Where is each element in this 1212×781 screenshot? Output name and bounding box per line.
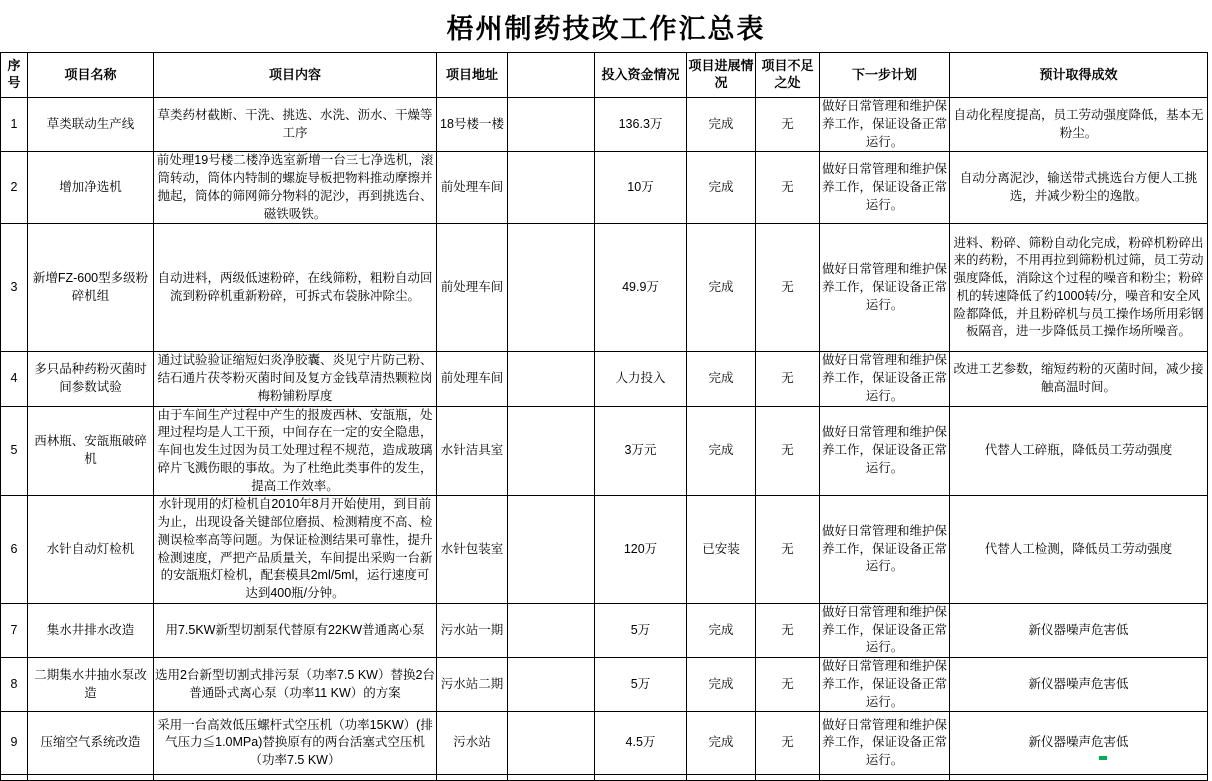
col-header-progress[interactable]: 项目进展情况 [687,53,756,98]
cell-address[interactable]: 18号楼一楼 [437,98,508,152]
cell-next-plan[interactable]: 做好日常管理和维护保养工作，保证设备正常运行。 [820,224,950,352]
table-row-partial [1,775,1208,781]
table-row [1,352,1208,406]
cell-spacer[interactable] [508,496,595,604]
cell-fund[interactable]: 5万 [595,603,687,657]
cell-name[interactable]: 草类联动生产线 [28,98,154,152]
cell-fund[interactable]: 人力投入 [595,352,687,406]
cell-no[interactable]: 4 [1,352,28,406]
col-header-expected[interactable]: 预计取得成效 [950,53,1208,98]
table-row [1,496,1208,604]
cell-address[interactable]: 污水站二期 [437,658,508,712]
col-header-address[interactable]: 项目地址 [437,53,508,98]
cell-no[interactable]: 2 [1,152,28,224]
cell-fund[interactable]: 49.9万 [595,224,687,352]
col-header-no[interactable]: 序号 [1,53,28,98]
col-header-next-plan[interactable]: 下一步计划 [820,53,950,98]
cell-spacer[interactable] [508,712,595,775]
cell-address[interactable]: 水针洁具室 [437,406,508,496]
cell-content[interactable]: 通过试验验证缩短妇炎净胶囊、炎见宁片防己粉、结石通片茯苓粉灭菌时间及复方金钱草清热颗粒岗梅粉铺粉厚度 [154,352,437,406]
cell-next-plan[interactable]: 做好日常管理和维护保养工作，保证设备正常运行。 [820,496,950,604]
cell-empty[interactable] [1,775,28,781]
cell-expected[interactable]: 新仪器噪声危害低 [950,658,1208,712]
cell-address[interactable]: 前处理车间 [437,224,508,352]
cell-expected[interactable]: 代替人工检测，降低员工劳动强度 [950,496,1208,604]
table-row [1,224,1208,352]
cell-deficiency[interactable]: 无 [756,98,820,152]
cell-empty[interactable] [756,775,820,781]
cell-empty[interactable] [28,775,154,781]
cell-progress[interactable]: 完成 [687,224,756,352]
table-row [1,406,1208,496]
cell-no[interactable]: 7 [1,603,28,657]
cell-content[interactable]: 自动进料，两级低速粉碎，在线筛粉，粗粉自动回流到粉碎机重新粉碎，可拆式布袋脉冲除尘。 [154,224,437,352]
cell-fund[interactable]: 5万 [595,658,687,712]
cell-fund[interactable]: 136.3万 [595,98,687,152]
table-body [1,98,1208,781]
cell-expected[interactable]: 新仪器噪声危害低 [950,603,1208,657]
summary-table [0,52,1208,781]
cell-expected[interactable]: 自动分离泥沙，输送带式挑选台方便人工挑选，并减少粉尘的逸散。 [950,152,1208,224]
cell-no[interactable]: 5 [1,406,28,496]
cell-address[interactable]: 前处理车间 [437,352,508,406]
page-title: 梧州制药技改工作汇总表 [446,13,766,44]
cell-empty[interactable] [820,775,950,781]
cell-spacer[interactable] [508,98,595,152]
cell-name[interactable]: 二期集水井抽水泵改造 [28,658,154,712]
cell-empty[interactable] [154,775,437,781]
cell-expected[interactable]: 新仪器噪声危害低 [950,712,1208,775]
cell-next-plan[interactable]: 做好日常管理和维护保养工作，保证设备正常运行。 [820,712,950,775]
cell-expected[interactable]: 进料、粉碎、筛粉自动化完成，粉碎机粉碎出来的药粉，不用再拉到筛粉机过筛，员工劳动强度降低，消除这个过程的噪音和粉尘；粉碎机的转速降低了约1000转/分，噪音和安全风险都降低，并且粉碎机与员工操作场所用彩钢板隔音，进一步降低员工操作场所噪音。 [950,224,1208,352]
cell-deficiency[interactable]: 无 [756,406,820,496]
cell-spacer[interactable] [508,152,595,224]
cell-next-plan[interactable]: 做好日常管理和维护保养工作，保证设备正常运行。 [820,658,950,712]
cell-address[interactable]: 前处理车间 [437,152,508,224]
cell-address[interactable]: 污水站 [437,712,508,775]
cell-content[interactable]: 水针现用的灯检机自2010年8月开始使用，到目前为止，出现设备关键部位磨损、检测精度不高、检测误检率高等问题。为保证检测结果可靠性，提升检测速度，严把产品质量关，车间提出采购一台新的安瓿瓶灯检机，配套模具2ml/5ml，运行速度可达到400瓶/分钟。 [154,496,437,604]
cell-progress[interactable]: 完成 [687,406,756,496]
cell-deficiency[interactable]: 无 [756,224,820,352]
cell-content[interactable]: 前处理19号楼二楼净选室新增一台三七净选机，滚筒转动，筒体内特制的螺旋导板把物料推动摩擦并抛起，筒体的筛网筛分物料的泥沙，再到挑选台、磁铁吸铁。 [154,152,437,224]
cell-progress[interactable]: 完成 [687,152,756,224]
cell-no[interactable]: 8 [1,658,28,712]
cell-expected[interactable]: 改进工艺参数，缩短药粉的灭菌时间，减少接触高温时间。 [950,352,1208,406]
cell-deficiency[interactable]: 无 [756,496,820,604]
cell-content[interactable]: 用7.5KW新型切割泵代替原有22KW普通离心泵 [154,603,437,657]
cell-next-plan[interactable]: 做好日常管理和维护保养工作，保证设备正常运行。 [820,152,950,224]
cell-address[interactable]: 水针包装室 [437,496,508,604]
selection-handle[interactable] [1099,756,1107,760]
col-header-name[interactable]: 项目名称 [28,53,154,98]
header-row [1,53,1208,98]
cell-address[interactable]: 污水站一期 [437,603,508,657]
cell-spacer[interactable] [508,658,595,712]
cell-deficiency[interactable]: 无 [756,152,820,224]
cell-fund[interactable]: 120万 [595,496,687,604]
table-row [1,658,1208,712]
col-header-fund[interactable]: 投入资金情况 [595,53,687,98]
col-header-deficiency[interactable]: 项目不足之处 [756,53,820,98]
cell-name[interactable]: 增加净选机 [28,152,154,224]
col-header-content[interactable]: 项目内容 [154,53,437,98]
table-row [1,152,1208,224]
cell-progress[interactable]: 完成 [687,712,756,775]
cell-no[interactable]: 6 [1,496,28,604]
cell-empty[interactable] [950,775,1208,781]
cell-name[interactable]: 集水井排水改造 [28,603,154,657]
cell-name[interactable]: 多只品种药粉灭菌时间参数试验 [28,352,154,406]
cell-content[interactable]: 采用一台高效低压螺杆式空压机（功率15KW）(排气压力≦1.0MPa)替换原有的两台活塞式空压机（功率7.5 KW） [154,712,437,775]
cell-expected[interactable]: 自动化程度提高，员工劳动强度降低，基本无粉尘。 [950,98,1208,152]
cell-no[interactable]: 3 [1,224,28,352]
cell-name[interactable]: 压缩空气系统改造 [28,712,154,775]
cell-fund[interactable]: 3万元 [595,406,687,496]
cell-expected[interactable]: 代替人工碎瓶，降低员工劳动强度 [950,406,1208,496]
cell-no[interactable]: 9 [1,712,28,775]
cell-progress[interactable]: 完成 [687,352,756,406]
cell-deficiency[interactable]: 无 [756,712,820,775]
cell-deficiency[interactable]: 无 [756,658,820,712]
cell-spacer[interactable] [508,603,595,657]
cell-spacer[interactable] [508,352,595,406]
cell-fund[interactable]: 10万 [595,152,687,224]
col-header-spacer[interactable] [508,53,595,98]
cell-name[interactable]: 新增FZ-600型多级粉碎机组 [28,224,154,352]
cell-empty[interactable] [687,775,756,781]
table-row [1,98,1208,152]
cell-next-plan[interactable]: 做好日常管理和维护保养工作，保证设备正常运行。 [820,406,950,496]
cell-next-plan[interactable]: 做好日常管理和维护保养工作，保证设备正常运行。 [820,98,950,152]
cell-progress[interactable]: 完成 [687,98,756,152]
cell-no[interactable]: 1 [1,98,28,152]
cell-name[interactable]: 西林瓶、安瓿瓶破碎机 [28,406,154,496]
cell-empty[interactable] [508,775,595,781]
cell-name[interactable]: 水针自动灯检机 [28,496,154,604]
cell-spacer[interactable] [508,406,595,496]
table-row [1,603,1208,657]
cell-empty[interactable] [595,775,687,781]
cell-next-plan[interactable]: 做好日常管理和维护保养工作，保证设备正常运行。 [820,603,950,657]
cell-content[interactable]: 草类药材截断、干洗、挑选、水洗、沥水、干燥等工序 [154,98,437,152]
cell-spacer[interactable] [508,224,595,352]
cell-content[interactable]: 选用2台新型切割式排污泵（功率7.5 KW）替换2台普通卧式离心泵（功率11 KW）的方案 [154,658,437,712]
table-row [1,712,1208,775]
cell-next-plan[interactable]: 做好日常管理和维护保养工作，保证设备正常运行。 [820,352,950,406]
cell-fund[interactable]: 4.5万 [595,712,687,775]
cell-progress[interactable]: 完成 [687,658,756,712]
cell-deficiency[interactable]: 无 [756,603,820,657]
cell-progress[interactable]: 已安装 [687,496,756,604]
cell-deficiency[interactable]: 无 [756,352,820,406]
cell-progress[interactable]: 完成 [687,603,756,657]
cell-content[interactable]: 由于车间生产过程中产生的报废西林、安瓿瓶，处理过程均是人工干预，中间存在一定的安全隐患，车间也发生过因为员工处理过程不规范，造成玻璃碎片飞溅伤眼的事故。为了杜绝此类事件的发生，提高工作效率。 [154,406,437,496]
cell-empty[interactable] [437,775,508,781]
